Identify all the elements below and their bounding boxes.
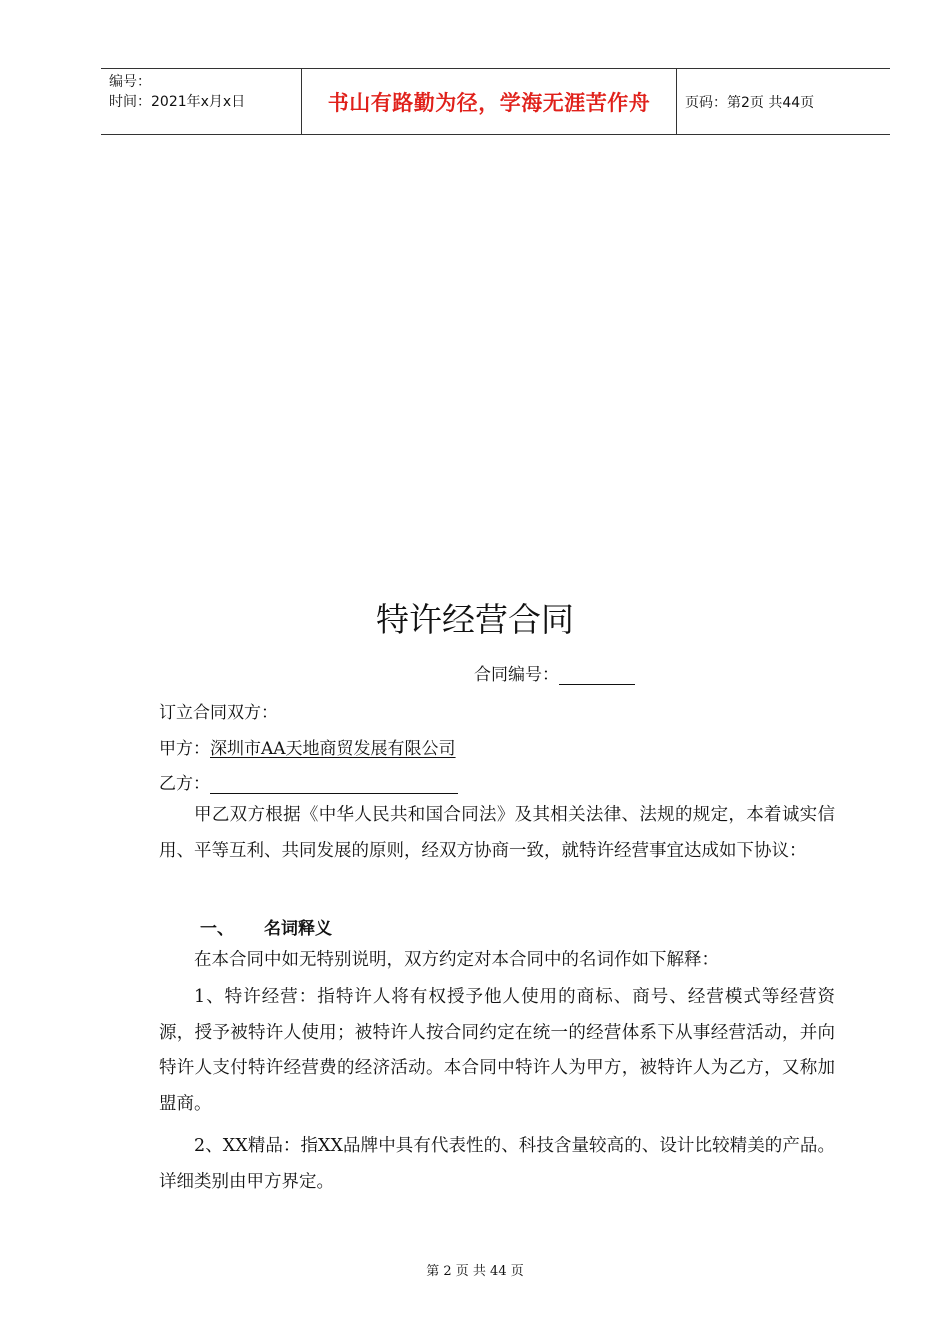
party-b-label: 乙方： (159, 774, 210, 794)
header-left-cell (101, 69, 302, 134)
party-a-name: 深圳市AA天地商贸发展有限公司 (210, 739, 456, 759)
header-page-info: 页码：第2页 共44页 (685, 94, 815, 111)
party-a-line (159, 734, 456, 759)
contract-number-label: 合同编号： (474, 665, 559, 685)
document-header (101, 68, 890, 135)
party-a-label: 甲方： (159, 739, 210, 759)
number-label: 编号： (109, 74, 151, 90)
party-b-line (159, 769, 458, 794)
contract-number (474, 660, 635, 685)
preamble-paragraph: 甲乙双方根据《中华人民共和国合同法》及其相关法律、法规的规定，本着诚实信用、平等互利、共同发展的原则，经双方协商一致，就特许经营事宜达成如下协议： (159, 805, 835, 861)
contract-number-blank (559, 664, 635, 685)
section-title: 名词释义 (264, 919, 332, 939)
definition-franchise: 1、特许经营：指特许人将有权授予他人使用的商标、商号、经营模式等经营资源，授予被特许人使用；被特许人按合同约定在统一的经营体系下从事经营活动，并向特许人支付特许经营费的经济活动。本合同中特许人为甲方，被特许人为乙方，又称加盟商。 (159, 987, 835, 1114)
parties-intro: 订立合同双方： (159, 703, 278, 723)
party-b-blank (210, 773, 458, 794)
time-label: 时间：2021年x月x日 (109, 94, 246, 110)
section-intro: 在本合同中如无特别说明，双方约定对本合同中的名词作如下解释： (194, 950, 719, 970)
section-heading (200, 914, 332, 939)
definition-xx-products: 2、XX精品：指XX品牌中具有代表性的、科技含量较高的、设计比较精美的产品。详细类别由甲方界定。 (159, 1136, 835, 1192)
header-page-cell (677, 69, 890, 134)
section-number: 一、 (200, 919, 234, 939)
document-title: 特许经营合同 (376, 600, 574, 639)
motto-text: 书山有路勤为径，学海无涯苦作舟 (327, 90, 651, 115)
page-footer: 第 2 页 共 44 页 (426, 1264, 524, 1279)
header-motto-cell (302, 69, 677, 134)
